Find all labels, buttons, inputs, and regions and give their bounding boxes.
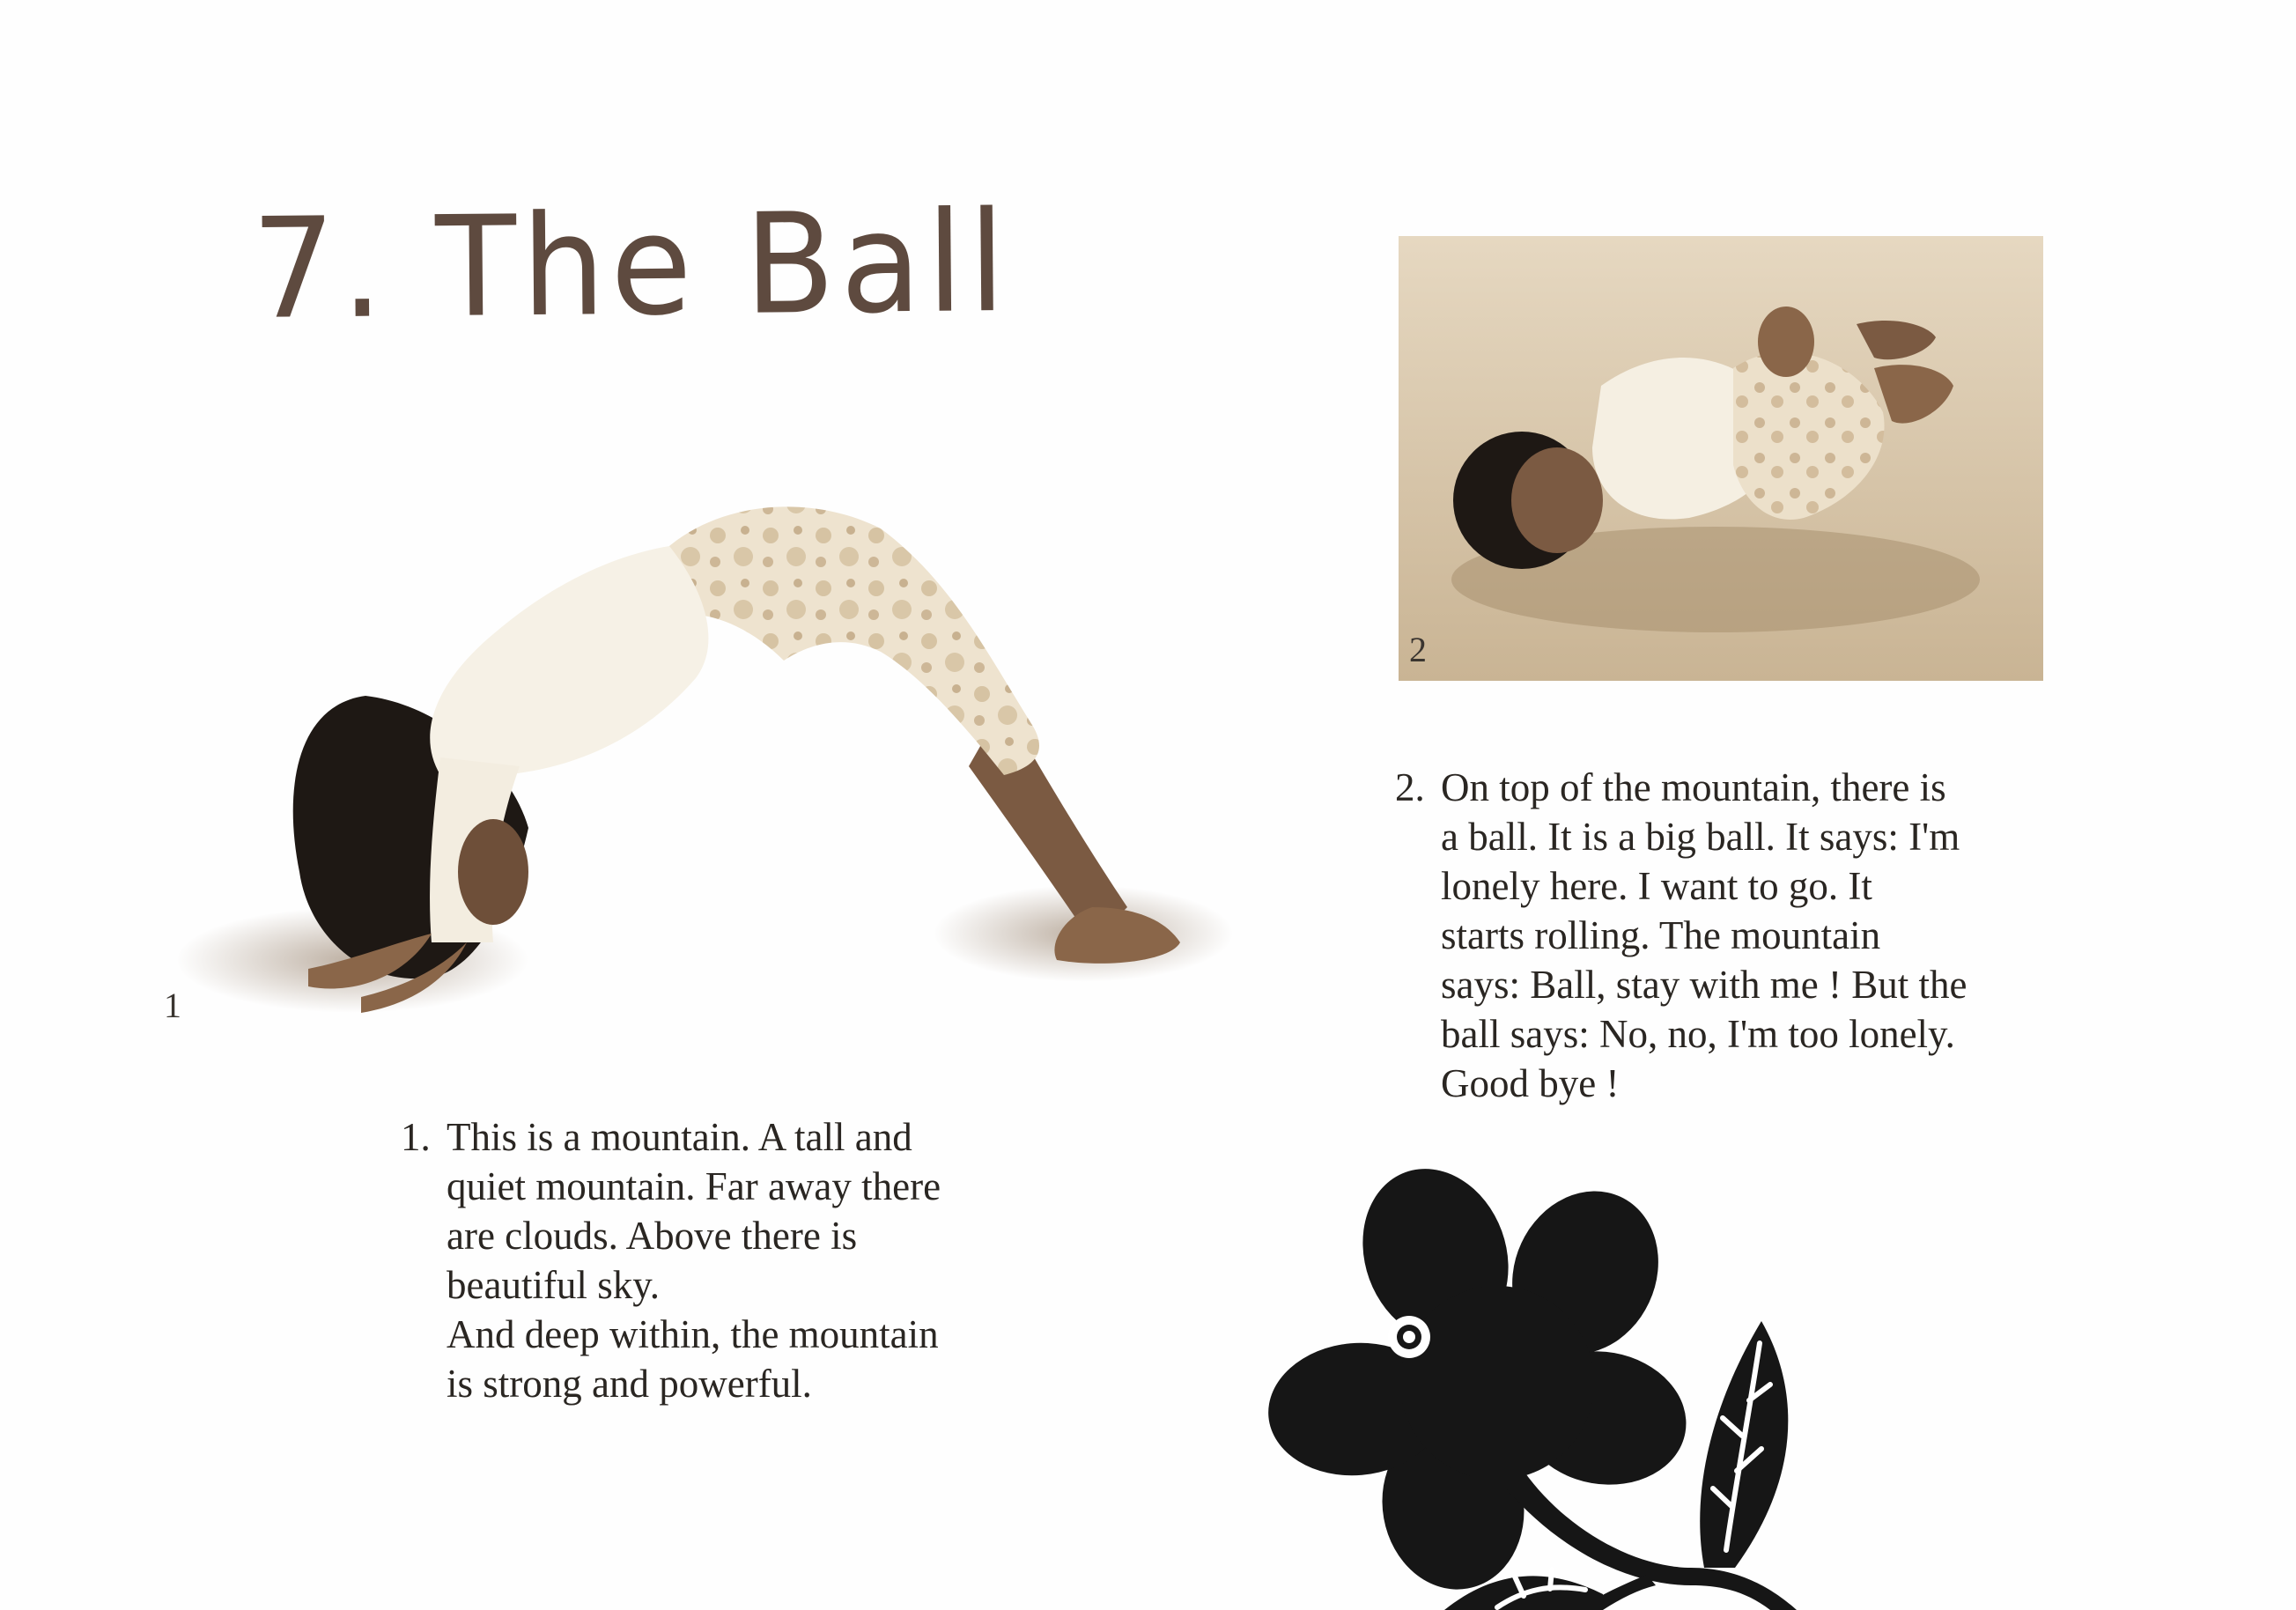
caption-2-line: ball says: No, no, I'm too lonely. <box>1441 1012 1955 1056</box>
caption-2-line: On top of the mountain, there is <box>1441 765 1946 809</box>
caption-1-line: And deep within, the mountain <box>447 1312 939 1356</box>
caption-2-line: lonely here. I want to go. It <box>1441 864 1872 908</box>
figure-label-2: 2 <box>1409 630 1427 669</box>
caption-1 <box>401 1112 1070 1408</box>
caption-2-line: says: Ball, stay with me ! But the <box>1441 963 1967 1007</box>
photo-mountain-pose <box>176 414 1233 1039</box>
caption-2-text <box>1395 763 2073 1108</box>
figure-label-1: 1 <box>164 986 181 1025</box>
caption-2-number: 2. <box>1395 765 1425 809</box>
photo-ball-pose <box>1399 236 2043 681</box>
caption-2-line: starts rolling. The mountain <box>1441 913 1881 957</box>
flower-illustration <box>1233 1154 1797 1610</box>
caption-1-line: beautiful sky. <box>447 1263 661 1307</box>
caption-2 <box>1395 763 2073 1108</box>
photo-ball-pose-image <box>1399 236 2043 681</box>
caption-1-line: are clouds. Above there is <box>447 1214 858 1258</box>
caption-1-line: is strong and powerful. <box>447 1362 812 1406</box>
caption-1-line: quiet mountain. Far away there <box>447 1164 941 1208</box>
caption-1-line: This is a mountain. A tall and <box>447 1115 912 1159</box>
caption-1-number: 1. <box>401 1115 431 1159</box>
caption-1-text <box>401 1112 1070 1408</box>
caption-2-line: a ball. It is a big ball. It says: I'm <box>1441 815 1960 859</box>
caption-2-line: Good bye ! <box>1441 1061 1620 1105</box>
page-title: 7. The Ball <box>251 182 1012 351</box>
